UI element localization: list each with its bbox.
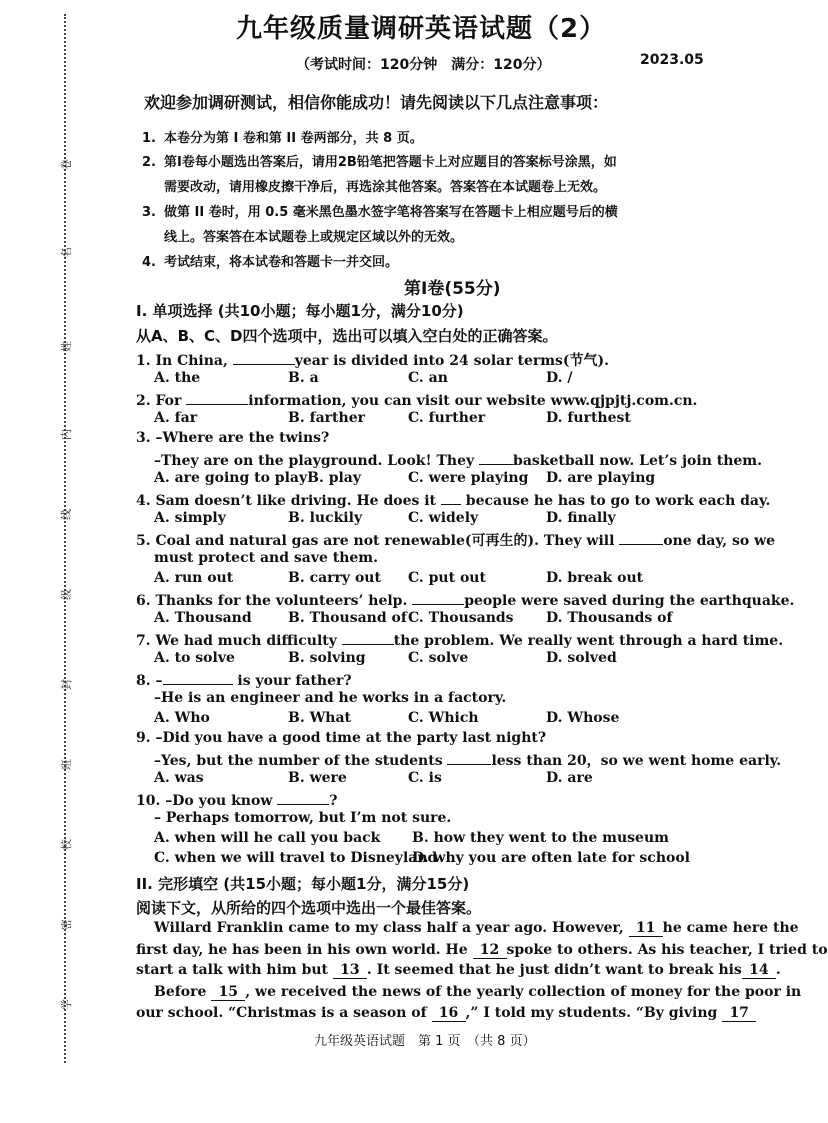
margin-label: 校 [60,839,73,850]
question-line [154,550,378,566]
option: A. to solve [154,650,235,666]
option: C. when we will travel to Disneyland [154,850,438,866]
question-line [136,590,794,609]
note-item [142,126,732,151]
cloze-blank-number: 14 [742,962,776,979]
question-text: 9. –Did you have a good time at the party last night? [136,730,547,746]
question-text: 4. Sam doesn’t like driving. He does it [136,493,441,509]
margin-label: 线 [60,509,73,520]
option: D. finally [546,510,616,526]
answer-blank [412,590,464,605]
option: C. Thousands [408,610,514,626]
option: D. are [546,770,593,786]
note-text: 做第 II 卷时，用 0.5 毫米黑色墨水签字笔将答案写在答题卡上相应题号后的横 [164,205,618,220]
question-text: because he has to go to work each day. [460,493,771,509]
question-line [136,390,697,409]
option: B. solving [288,650,366,666]
option: A. simply [154,510,226,526]
passage-text: start a talk with him but [136,962,333,978]
answer-blank [619,530,663,545]
margin-label: 学 [60,999,73,1010]
note-number: 2. [142,155,156,170]
note-text: 本卷分为第 I 卷和第 II 卷两部分，共 8 页。 [164,131,423,146]
option: C. is [408,770,442,786]
cloze-blank-number: 13 [333,962,367,979]
option: B. farther [288,410,365,426]
passage-text: . It seemed that he just didn’t want to break his [366,962,742,978]
question-text: –Yes, but the number of the students [154,753,448,769]
option: C. an [408,370,448,386]
option: B. how they went to the museum [412,830,669,846]
note-number: 4. [142,255,156,270]
cloze-blank-number: 17 [722,1005,756,1022]
option: C. solve [408,650,469,666]
passage-text: , we received the news of the yearly collection of money for the poor in [245,984,802,1000]
question-text: 3. –Where are the twins? [136,430,330,446]
note-text: 考试结束，将本试卷和答题卡一并交回。 [164,255,399,270]
question-text: 5. Coal and natural gas are not renewable(可再生的). They will [136,533,620,549]
answer-blank [163,670,233,685]
option: D. Thousands of [546,610,673,626]
question-text: ? [329,793,338,809]
cloze-blank-number: 12 [473,942,507,959]
answer-blank [233,350,295,365]
option: A. run out [154,570,234,586]
question-line [136,490,770,509]
question-text: basketball now. Let’s join them. [513,453,762,469]
option: D. solved [546,650,617,666]
question-text: 6. Thanks for the volunteers’ help. [136,593,413,609]
cloze-blank-number: 16 [432,1005,466,1022]
option: D. break out [546,570,644,586]
passage-line [136,962,781,979]
question-line [136,790,337,809]
cloze-blank-number: 11 [629,920,663,937]
question-text: one day, so we [663,533,776,549]
option: A. the [154,370,201,386]
question-line [154,690,506,706]
margin-label: 卷 [60,159,73,170]
option: D. / [546,370,573,386]
answer-blank [342,630,394,645]
question-line [136,730,546,746]
option: A. Who [154,710,210,726]
option: C. put out [408,570,486,586]
question-text: 8. – [136,673,163,689]
option: A. when will he call you back [154,830,381,846]
option: C. widely [408,510,479,526]
option: A. are going to playB. play [154,470,362,486]
answer-blank [479,450,513,465]
question-line [154,810,451,826]
option: A. Thousand [154,610,252,626]
question-text: 10. –Do you know [136,793,278,809]
question-text: people were saved during the earthquake. [464,593,795,609]
passage-text: spoke to others. As his teacher, I tried to [506,942,828,958]
option: B. a [288,370,319,386]
question-line [136,670,352,689]
passage-text: Before [154,984,212,1000]
margin-label: 班 [60,759,73,770]
section-title: 第I卷(55分) [404,279,501,299]
question-line [154,450,762,469]
passage-text: Willard Franklin came to my class half a year ago. However, [154,920,629,936]
question-text: 2. For [136,393,187,409]
question-line [136,530,775,550]
option: C. further [408,410,486,426]
question-line [136,630,783,649]
passage-text: our school. “Christmas is a season of [136,1005,432,1021]
question-text: 1. In China, [136,353,233,369]
option: B. Thousand of [288,610,407,626]
passage-line [154,920,799,937]
question-text: information, you can visit our website www.qjpjtj.com.cn. [248,393,698,409]
question-text: 7. We had much difficulty [136,633,342,649]
passage-text: . [775,962,781,978]
margin-label: 密 [60,919,73,930]
question-text: – Perhaps tomorrow, but I’m not sure. [154,810,452,826]
option: C. Which [408,710,479,726]
margin-label: 封 [60,679,73,690]
question-text: is your father? [232,673,352,689]
passage-line [136,1005,756,1022]
option: A. was [154,770,204,786]
note-text-continued: 需要改动，请用橡皮擦干净后，再选涂其他答案。答案答在本试题卷上无效。 [164,180,607,195]
answer-blank [441,490,461,505]
margin-label: 内 [60,429,73,440]
exam-date: 2023.05 [640,52,704,68]
question-text: –He is an engineer and he works in a factory. [154,690,507,706]
option: B. luckily [288,510,363,526]
cloze-blank-number: 15 [211,984,245,1001]
margin-label: 名 [60,247,73,258]
option: A. far [154,410,198,426]
binding-margin-dotted-line [64,14,66,1063]
part1-heading: I. 单项选择 (共10小题；每小题1分，满分10分) [136,302,464,320]
welcome-text: 欢迎参加调研测试，相信你能成功！请先阅读以下几点注意事项： [144,93,609,112]
part2-instruction: 阅读下文，从所给的四个选项中选出一个最佳答案。 [136,899,482,917]
margin-label: 姓 [60,341,73,352]
question-text: –They are on the playground. Look! They [154,453,480,469]
note-number: 3. [142,205,156,220]
question-line [136,350,609,370]
question-text: must protect and save them. [154,550,378,566]
passage-text: first day, he has been in his own world. He [136,942,473,958]
note-item [142,200,732,250]
passage-line [136,942,828,959]
passage-line [154,984,801,1001]
option: C. were playing [408,470,529,486]
note-number: 1. [142,131,156,146]
question-text: year is divided into 24 solar terms(节气). [294,353,610,369]
option: D. why you are often late for school [412,850,690,866]
part1-instruction: 从A、B、C、D四个选项中，选出可以填入空白处的正确答案。 [136,327,558,345]
note-item [142,250,732,275]
option: B. What [288,710,352,726]
passage-text: ,” I told my students. “By giving [465,1005,723,1021]
exam-subtitle: （考试时间：120分钟 满分：120分） [296,57,551,73]
option: D. furthest [546,410,631,426]
part2-heading: II. 完形填空 (共15小题；每小题1分，满分15分) [136,875,470,893]
question-line [136,430,329,446]
question-line [154,750,781,770]
note-text: 第I卷每小题选出答案后，请用2B铅笔把答题卡上对应题目的答案标号涂黑，如 [164,155,617,170]
note-item [142,150,732,200]
option: B. were [288,770,347,786]
note-text-continued: 线上。答案答在本试题卷上或规定区域以外的无效。 [164,230,464,245]
question-text: the problem. We really went through a hard time. [393,633,784,649]
option: D. are playing [546,470,656,486]
passage-text: he came here the [662,920,799,936]
margin-label: 级 [60,589,73,600]
option: B. carry out [288,570,381,586]
question-text: less than 20，so we went home early. [491,753,782,769]
answer-blank [186,390,248,405]
exam-title: 九年级质量调研英语试题（2） [236,14,607,44]
binding-margin-labels [0,0,73,1123]
page-footer: 九年级英语试题 第 1 页 （共 8 页） [314,1034,536,1049]
option: D. Whose [546,710,620,726]
answer-blank [277,790,329,805]
answer-blank [447,750,491,765]
